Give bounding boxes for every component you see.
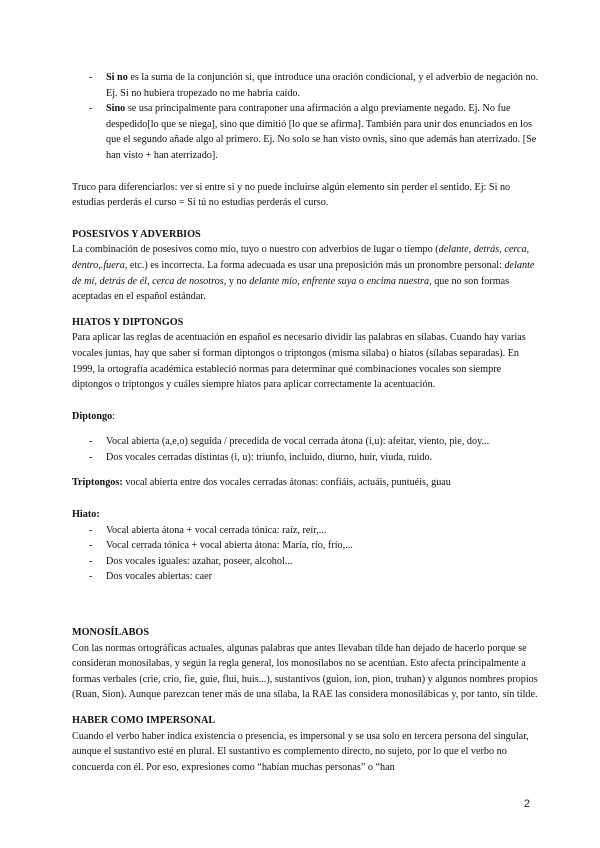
haber-paragraph: Cuando el verbo haber indica existencia o presencia, es impersonal y se usa solo en tercera persona del singular, aunque el sustantivo esté en plural. El sustantivo es complemento directo, no sujeto, por lo que el verbo no concuerda con él. Por eso, expresiones como “habían muchas personas” o “han xyxy=(72,730,529,773)
text-run: , xyxy=(297,275,303,287)
spacer xyxy=(72,585,540,615)
hiato-label-line xyxy=(72,507,540,523)
heading-monosilabos: MONOSÍLABOS xyxy=(72,627,149,639)
italic-run: delante, detrás, cerca, dentro,.fuera, xyxy=(72,244,530,271)
text-run: que no son formas aceptadas en el español estándar. xyxy=(72,275,510,303)
diptongo-list xyxy=(72,434,540,465)
spacer xyxy=(72,703,540,713)
italic-run: delante mío xyxy=(249,275,298,287)
spacer xyxy=(72,465,540,475)
hiatos-intro-paragraph: Para aplicar las reglas de acentuación en español es necesario dividir las palabras en sílabas. Cuando hay varias vocales juntas, hay que saber si forman diptongos o triptongos (misma sílaba) o hiatos (sílabas separadas). En 1999, la ortografía académica estableció normas para determinar qué combinaciones vocales son siempre diptongos o triptongos y cuáles siempre hiatos para aplicar correctamente la acentuación. xyxy=(72,332,526,391)
italic-run: delante de mí, detrás de él, cerca de nosotros xyxy=(72,259,535,287)
spacer xyxy=(72,211,540,227)
posesivos-paragraph xyxy=(72,242,540,304)
heading-hiatos: HIATOS Y DIPTONGOS xyxy=(72,316,184,328)
triptongo-text: vocal abierta entre dos vocales cerradas átonas: confiáis, actuáis, puntuéis, guau xyxy=(122,477,451,489)
hiato-list xyxy=(72,523,540,585)
text-run: , y no xyxy=(223,275,250,287)
diptongo-label: Diptongo xyxy=(72,410,113,422)
text-run: La combinación de posesivos como mío, tuyo o nuestro con adverbios de lugar o tiempo ( xyxy=(72,244,439,256)
italic-run: enfrente suya xyxy=(302,275,357,287)
spacer xyxy=(72,424,540,434)
list-item-sino xyxy=(72,101,540,163)
definition-sino: se usa principalmente para contraponer una afirmación a algo previamente negado. Ej. No fue despedido[lo que se niega], sino que dimitió [lo que se afirma]. También para unir dos enunciados en los que el segundo añade algo al primero. Ej. No solo se han visto ovnis, sino que además han aterrizado. [Se han visto + han aterrizado]. xyxy=(106,103,537,161)
spacer xyxy=(72,305,540,315)
term-si-no: Si no xyxy=(106,72,128,83)
diptongo-label-line xyxy=(72,409,540,425)
italic-run: encima nuestra, xyxy=(366,275,432,287)
trick-paragraph: Truco para diferenciarlos: ver si entre si y no puede incluirse algún elemento sin perder el sentido. Ej: Si no estudias perderás el curso = Si tú no estudias perderás el curso. xyxy=(72,181,511,209)
list-item-si-no xyxy=(72,70,540,101)
heading-haber: HABER COMO IMPERSONAL xyxy=(72,715,216,726)
spacer xyxy=(72,393,540,409)
hiato-label: Hiato: xyxy=(72,509,100,521)
spacer xyxy=(72,615,540,625)
triptongo-paragraph xyxy=(72,475,540,491)
triptongo-label: Triptongos: xyxy=(72,477,123,489)
si-no-sino-list xyxy=(72,70,540,164)
monosilabos-paragraph: Con las normas ortográficas actuales, algunas palabras que antes llevaban tilde han dejado de hacerlo porque se consideran monosílabas, y según la regla general, los monosílabos no se acentúan. Esto afecta principalmente a formas verbales (crie, crio, fie, guie, flui, huis...), sustantivos (guion, ion, pion, truhan) y algunos nombres propios (Ruan, Sion). Aunque parezcan tener más de una sílaba, la RAE las considera monosilábicas y, por tanto, sin tilde. xyxy=(72,642,538,701)
text-run: etc.) es incorrecta. La forma adecuada es usar una preposición más un pronombre personal: xyxy=(127,259,505,271)
list-item: - Dos vocales cerradas distintas (i, u): triunfo, incluido, diurno, huir, viuda, ruido. xyxy=(72,450,540,466)
page-content xyxy=(72,70,540,775)
diptongo-colon: : xyxy=(112,410,116,422)
definition-si-no: es la suma de la conjunción si, que introduce una oración condicional, y el adverbio de negación no. Ej. Si no hubiera tropezado no me habría caído. xyxy=(106,72,539,99)
spacer xyxy=(72,164,540,180)
list-item: - Vocal abierta (a,e,o) seguida / precedida de vocal cerrada átona (i,u): afeitar, viento, pie, doy... xyxy=(72,434,540,450)
list-item: - Dos vocales iguales: azahar, poseer, alcohol... xyxy=(72,554,540,570)
list-item: - Vocal abierta átona + vocal cerrada tónica: raíz, reír,... xyxy=(72,523,540,539)
spacer xyxy=(72,491,540,507)
term-sino: Sino xyxy=(106,103,126,115)
list-item: - Vocal cerrada tónica + vocal abierta átona: María, río, frío,... xyxy=(72,538,540,554)
text-run: o xyxy=(356,275,367,287)
heading-posesivos: POSESIVOS Y ADVERBIOS xyxy=(72,228,201,240)
list-item: - Dos vocales abiertas: caer xyxy=(72,569,540,585)
page-number: 2 xyxy=(523,798,530,810)
